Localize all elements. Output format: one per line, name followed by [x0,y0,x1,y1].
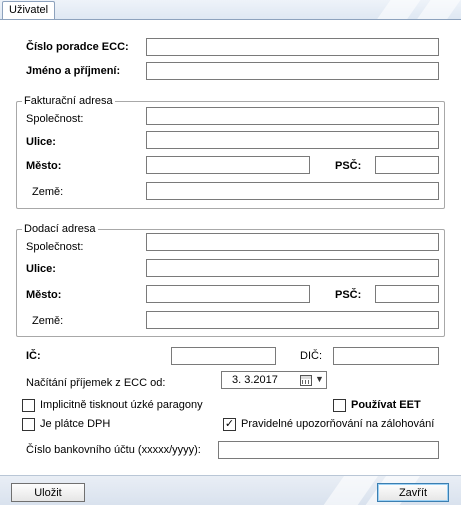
dic-label: DIČ: [300,350,322,362]
jmeno-label: Jméno a příjmení: [26,65,121,77]
dic-input[interactable] [333,347,439,365]
jmeno-input[interactable] [146,62,439,80]
nacitani-date-value: 3. 3.2017 [232,374,278,386]
dod-mesto-input[interactable] [146,285,310,303]
fakt-ulice-input[interactable] [146,131,439,149]
fakt-spolecnost-label: Společnost: [26,113,84,125]
upozorneni-checkbox[interactable]: ✓ [224,418,235,430]
fakturacni-adresa-legend: Fakturační adresa [24,95,113,107]
footer-bar [0,475,461,505]
save-button[interactable]: Uložit [11,483,85,502]
dod-psc-input[interactable] [375,285,439,303]
nacitani-date-picker[interactable] [221,371,327,389]
tab-strip [0,0,461,20]
dph-checkbox[interactable] [22,418,35,431]
fakt-psc-label: PSČ: [335,160,362,172]
fakt-mesto-label: Město: [26,160,62,172]
dodaci-adresa-legend: Dodací adresa [24,223,96,235]
eet-checkbox[interactable] [333,399,346,412]
dod-ulice-label: Ulice: [26,263,56,275]
calendar-icon[interactable] [300,375,312,386]
dph-checkbox-label: Je plátce DPH [40,418,111,430]
chevron-down-icon[interactable]: ▼ [315,374,324,384]
upozorneni-checkbox-label: Pravidelné upozorňování na zálohování [241,418,435,430]
dod-spolecnost-input[interactable] [146,233,439,251]
fakt-mesto-input[interactable] [146,156,310,174]
ucet-label: Číslo bankovního účtu (xxxxx/yyyy): [26,444,201,456]
ucet-input[interactable] [218,441,439,459]
close-button[interactable]: Zavřít [377,483,449,502]
fakt-psc-input[interactable] [375,156,439,174]
nacitani-label: Načítání příjemek z ECC od: [26,377,166,389]
cislo-poradce-label: Číslo poradce ECC: [26,41,129,53]
dod-zeme-input[interactable] [146,311,439,329]
dod-mesto-label: Město: [26,289,62,301]
tab-uzivatel[interactable]: Uživatel [2,1,55,20]
dod-spolecnost-label: Společnost: [26,241,84,253]
dod-ulice-input[interactable] [146,259,439,277]
ic-input[interactable] [171,347,276,365]
eet-checkbox-label: Používat EET [351,399,421,411]
tisk-checkbox[interactable] [22,399,35,412]
dod-zeme-label: Země: [32,315,64,327]
fakt-zeme-label: Země: [32,186,64,198]
dod-psc-label: PSČ: [335,289,362,301]
fakt-ulice-label: Ulice: [26,136,56,148]
fakt-spolecnost-input[interactable] [146,107,439,125]
fakt-zeme-input[interactable] [146,182,439,200]
tisk-checkbox-label: Implicitně tisknout úzké paragony [40,399,203,411]
ic-label: IČ: [26,350,41,362]
cislo-poradce-input[interactable] [146,38,439,56]
